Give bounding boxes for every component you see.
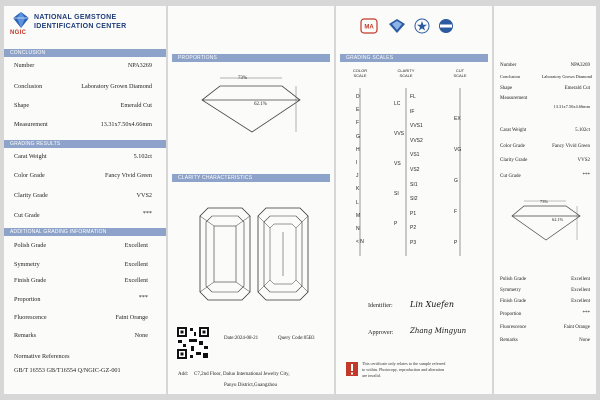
- proportion-label: Proportion: [14, 296, 41, 303]
- identifier-signature: Lin Xuefen: [410, 300, 454, 309]
- finish-value: Excellent: [124, 277, 148, 284]
- color-scale-grade: K: [356, 186, 360, 193]
- summary-fluorescence-value: Faint Orange: [563, 325, 590, 330]
- summary-fluorescence-label: Fluorescence: [500, 325, 527, 330]
- conclusion-value: Laboratory Grown Diamond: [81, 83, 152, 90]
- color-scale-grade: E: [356, 107, 360, 114]
- shape-value: Emerald Cut: [120, 102, 152, 109]
- color-grade-value: Fancy Vivid Green: [105, 172, 152, 179]
- proportion-diagram: [196, 74, 308, 136]
- summary-symmetry-value: Excellent: [571, 288, 590, 293]
- conclusion-label: Conclusion: [14, 83, 43, 90]
- summary-cut-label: Cut Grade: [500, 174, 521, 179]
- cut-scale-grade: F: [454, 209, 458, 215]
- color-scale-grade: < N: [356, 239, 364, 246]
- panel-diagrams: [168, 6, 334, 394]
- notice-line1: This certificate only relates to the sample referred: [362, 361, 446, 366]
- summary-conclusion-value: Laboratory Grown Diamond: [541, 74, 592, 79]
- clarity-group-label: SI: [394, 191, 399, 197]
- remarks-value: None: [134, 332, 148, 339]
- summary-shape-value: Emerald Cut: [564, 86, 590, 91]
- carat-value: 5.102ct: [133, 153, 152, 160]
- color-scale-grade: F: [356, 120, 360, 127]
- clarity-plot-pavilion-icon: [256, 206, 310, 302]
- org-name-line1: NATIONAL GEMSTONE: [34, 14, 117, 21]
- measurement-value: 13.31x7.50x4.66mm: [100, 121, 152, 128]
- cut-grade-value: ***: [142, 210, 152, 217]
- summary-proportion-label: Proportion: [500, 312, 522, 317]
- clarity-grade-value: VVS2: [136, 192, 152, 199]
- summary-depth-percentage: 62.1%: [552, 217, 564, 222]
- clarity-scale-grade: SI1: [410, 181, 418, 188]
- summary-clarity-value: VVS2: [577, 158, 590, 163]
- color-scale-grade: N: [356, 226, 360, 232]
- address-line1: C7,2nd Floor, Daluo International Jewelry City,: [194, 372, 290, 377]
- summary-remarks-value: None: [579, 338, 590, 343]
- normative-refs: GB/T 16553 GB/T16554 Q/NGIC-GZ-001: [14, 367, 121, 374]
- address-line2: Panyu District,Guangzhou: [224, 383, 278, 388]
- summary-polish-value: Excellent: [571, 277, 590, 282]
- color-scale-grade: G: [356, 133, 360, 140]
- summary-carat-value: 5.102ct: [575, 128, 590, 133]
- clarity-group-label: LC: [394, 101, 401, 107]
- summary-table-percentage: 73%: [540, 199, 549, 204]
- notice-line3: are invalid.: [362, 373, 381, 378]
- summary-number-value: NPA3269: [570, 63, 590, 68]
- summary-color-value: Fancy Vivid Green: [552, 144, 590, 149]
- summary-proportion-value: ***: [582, 311, 590, 316]
- clarity-group-label: VS: [394, 161, 401, 167]
- summary-carat-label: Carat Weight: [500, 128, 527, 133]
- clarity-scale-grade: P3: [410, 240, 417, 246]
- summary-cut-value: ***: [582, 173, 590, 178]
- summary-finish-value: Excellent: [571, 299, 590, 304]
- additional-info-header: ADDITIONAL GRADING INFORMATION: [4, 228, 166, 236]
- polish-label: Polish Grade: [14, 242, 47, 249]
- cut-scale-grade: P: [454, 240, 458, 246]
- clarity-scale-grade: FL: [410, 94, 416, 100]
- measurement-label: Measurement: [14, 121, 48, 128]
- symmetry-value: Excellent: [124, 261, 148, 268]
- number-value: NPA3269: [127, 62, 152, 69]
- summary-symmetry-label: Symmetry: [500, 288, 521, 293]
- cut-scale-grade: EX: [454, 116, 461, 122]
- summary-conclusion-label: Conclusion: [500, 74, 521, 79]
- issue-date: Date:2024-08-21: [224, 336, 259, 341]
- clarity-group-label: VVS: [394, 131, 405, 137]
- normative-title: Normative References: [14, 353, 70, 360]
- svg-text:MA: MA: [364, 24, 374, 31]
- polish-value: Excellent: [124, 242, 148, 249]
- clarity-group-label: P: [394, 221, 398, 227]
- clarity-grade-label: Clarity Grade: [14, 192, 48, 199]
- summary-proportion-diagram: [508, 198, 584, 242]
- clarity-characteristics-header: CLARITY CHARACTERISTICS: [172, 174, 330, 182]
- grading-scales-header: GRADING SCALES: [340, 54, 488, 62]
- warning-icon: [346, 362, 358, 376]
- color-scale-grade: L: [356, 199, 359, 206]
- color-scale-head: COLOR SCALE: [352, 68, 368, 78]
- qr-code-icon[interactable]: [176, 326, 210, 360]
- remarks-label: Remarks: [14, 332, 36, 339]
- clarity-plot-crown-icon: [198, 206, 252, 302]
- panel-summary-card: [494, 6, 596, 394]
- summary-shape-label: Shape: [500, 86, 513, 91]
- color-scale-grade: D: [356, 94, 360, 100]
- symmetry-label: Symmetry: [14, 261, 40, 268]
- clarity-scale-grade: SI2: [410, 196, 418, 203]
- cut-scale-grade: VG: [454, 147, 462, 153]
- depth-percentage: 62.1%: [254, 102, 267, 107]
- panel-main-results: [4, 6, 166, 394]
- color-scale-grade: I: [356, 160, 358, 166]
- ngic-logo-icon: [12, 11, 30, 29]
- color-scale-grade: J: [356, 173, 359, 180]
- panel-scales: [336, 6, 492, 394]
- color-scale-grade: H: [356, 146, 360, 153]
- summary-number-label: Number: [500, 63, 517, 68]
- identifier-label: Identifier:: [368, 302, 393, 309]
- org-name-line2: IDENTIFICATION CENTER: [34, 23, 127, 30]
- summary-measurement-value: 13.31x7.50x4.66mm: [553, 104, 590, 109]
- clarity-scale-grade: VVS1: [410, 123, 423, 130]
- grading-results-header: GRADING RESULTS: [4, 140, 166, 148]
- address-label: Add:: [178, 372, 188, 377]
- color-scale-grade: M: [356, 212, 361, 219]
- summary-color-label: Color Grade: [500, 144, 525, 149]
- summary-measurement-label: Measurement: [500, 96, 528, 101]
- fluorescence-value: Faint Orange: [115, 314, 148, 321]
- clarity-scale-head: CLARITY SCALE: [397, 68, 415, 78]
- proportions-header: PROPORTIONS: [172, 54, 330, 62]
- fluorescence-label: Fluorescence: [14, 314, 47, 321]
- logo-abbr: NGIC: [10, 30, 27, 36]
- clarity-scale-grade: IF: [410, 108, 415, 115]
- summary-polish-label: Polish Grade: [500, 277, 526, 282]
- number-label: Number: [14, 62, 35, 69]
- finish-label: Finish Grade: [14, 277, 47, 284]
- proportion-value: ***: [138, 294, 148, 301]
- clarity-scale-grade: P2: [410, 225, 417, 232]
- summary-finish-label: Finish Grade: [500, 299, 526, 304]
- cut-scale-grade: G: [454, 178, 458, 184]
- notice-line2: to within. Photocopy, reproduction and alteration: [362, 367, 445, 372]
- approver-signature: Zhang Mingyun: [410, 327, 467, 335]
- carat-label: Carat Weight: [14, 153, 47, 160]
- cut-scale-head: CUT SCALE: [453, 68, 467, 78]
- clarity-scale-grade: VS2: [410, 167, 420, 173]
- approver-label: Approver:: [368, 329, 394, 336]
- summary-remarks-label: Remarks: [500, 338, 518, 343]
- clarity-scale-grade: P1: [410, 210, 417, 217]
- summary-clarity-label: Clarity Grade: [500, 158, 528, 163]
- color-grade-label: Color Grade: [14, 172, 45, 179]
- query-code: Query Code:05B3: [278, 336, 315, 341]
- cut-grade-label: Cut Grade: [14, 212, 40, 219]
- clarity-scale-grade: VS1: [410, 152, 420, 159]
- clarity-scale-grade: VVS2: [410, 137, 423, 144]
- table-percentage: 73%: [238, 76, 248, 81]
- conclusion-header: CONCLUSION: [4, 49, 166, 57]
- shape-label: Shape: [14, 102, 30, 109]
